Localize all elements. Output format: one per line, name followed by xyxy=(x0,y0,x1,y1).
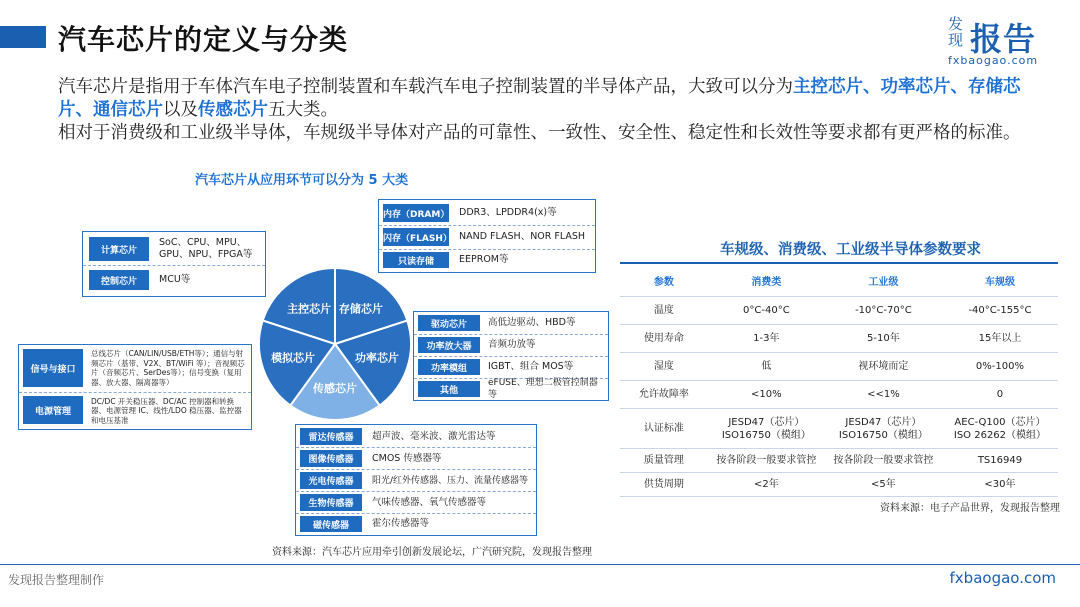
tag-control-chip: 控制芯片 xyxy=(89,270,149,290)
power-chip-box xyxy=(413,311,609,401)
row-param-cell: 允许故障率 xyxy=(620,381,708,409)
footer-divider xyxy=(0,564,1080,565)
row-param-cell: 供货周期 xyxy=(620,473,708,497)
row-param-cell: 使用寿命 xyxy=(620,325,708,353)
desc-rom: EEPROM等 xyxy=(459,254,509,265)
desc-power-amplifier: 音频功放等 xyxy=(488,339,536,350)
row-value-cell: AEC-Q100（芯片） ISO 26262（模组） xyxy=(942,409,1058,449)
pie-label: 主控芯片 xyxy=(287,302,332,316)
desc-image-sensor: CMOS 传感器等 xyxy=(372,452,442,464)
table-row xyxy=(620,353,1058,381)
row-value-cell: 15年以上 xyxy=(942,325,1058,353)
highlight-main-power: 主控芯片、功率芯片、 xyxy=(793,77,968,97)
desc-other: eFUSE、理想二极管控制器等 xyxy=(488,378,598,400)
row-value-cell: 低 xyxy=(708,353,825,381)
row-value-cell: 1-3年 xyxy=(708,325,825,353)
header-automotive: 车规级 xyxy=(942,263,1058,297)
tag-flash: 闪存（FLASH） xyxy=(383,228,449,246)
desc-photo-sensor: 阳光/红外传感器、压力、流量传感器等 xyxy=(372,475,529,486)
footer-left-text: 发现报告整理制作 xyxy=(8,573,105,587)
row-value-cell: <10% xyxy=(708,381,825,409)
row-value-cell: 0 xyxy=(942,381,1058,409)
desc-dram: DDR3、LPDDR4(x)等 xyxy=(459,207,557,218)
row-value-cell: 按各阶段一般要求管控 xyxy=(708,449,825,473)
row-value-cell: 0°C-40°C xyxy=(708,297,825,325)
row-value-cell: <<1% xyxy=(825,381,942,409)
row-value-cell: -40°C-155°C xyxy=(942,297,1058,325)
tag-compute-chip: 计算芯片 xyxy=(89,237,149,261)
row-param-cell: 认证标准 xyxy=(620,409,708,449)
diagram-subtitle: 汽车芯片从应用环节可以分为 5 大类 xyxy=(195,173,409,188)
tag-power-amplifier: 功率放大器 xyxy=(418,337,480,353)
desc-bio-sensor: 气味传感器、氧气传感器等 xyxy=(372,496,487,508)
desc-control-chip: MCU等 xyxy=(159,274,191,285)
header-industrial: 工业级 xyxy=(825,263,942,297)
highlight-storage-comm: 存储芯片、通信芯片 xyxy=(58,77,1021,120)
pie-label: 功率芯片 xyxy=(354,351,399,365)
pie-label: 传感芯片 xyxy=(313,382,357,396)
desc-flash: NAND FLASH、NOR FLASH xyxy=(459,231,586,242)
row-value-cell: -10°C-70°C xyxy=(825,297,942,325)
tag-radar-sensor: 雷达传感器 xyxy=(300,428,362,445)
sensor-chip-box xyxy=(295,424,537,536)
desc-signal-interface: 总线芯片（CAN/LIN/USB/ETH等）；通信与射频芯片（基带、V2X、BT/WiFi 等）；音视频芯片（音频芯片、SerDes等）；信号变换（复用器、放大器、隔离器等） xyxy=(91,349,245,387)
tag-power-management: 电源管理 xyxy=(23,396,83,424)
tag-dram: 内存（DRAM） xyxy=(383,204,449,222)
desc-driver-chip: 高低边驱动、HBD等 xyxy=(488,317,576,328)
header-consumer: 消费类 xyxy=(708,263,825,297)
row-value-cell: <30年 xyxy=(942,473,1058,497)
row-value-cell: 5-10年 xyxy=(825,325,942,353)
tag-other: 其他 xyxy=(418,381,480,397)
tag-bio-sensor: 生物传感器 xyxy=(300,494,362,511)
storage-chip-box xyxy=(378,199,596,273)
spec-table xyxy=(620,262,1058,497)
tag-image-sensor: 图像传感器 xyxy=(300,450,362,467)
tag-magnetic-sensor: 磁传感器 xyxy=(300,516,362,532)
desc-magnetic-sensor: 霍尔传感器等 xyxy=(372,518,430,529)
row-param-cell: 质量管理 xyxy=(620,449,708,473)
pie-label: 模拟芯片 xyxy=(271,351,316,365)
main-chip-box xyxy=(82,231,266,297)
intro-text: 汽车芯片是指用于车体汽车电子控制装置和车载汽车电子控制装置的半导体产品，大致可以分为主控芯片、功率芯片、存储芯片、通信芯片以及传感芯片五大类。 相对于消费级和工业级半导体，车规级半导体对产品的可靠性、一致性、安全性、稳定性和长效性等要求都有更严格的标准。 xyxy=(58,77,1021,143)
page-title: 汽车芯片的定义与分类 xyxy=(58,23,349,56)
table-title: 车规级、消费级、工业级半导体参数要求 xyxy=(720,242,981,258)
desc-compute-chip: SoC、CPU、MPU、GPU、NPU、FPGA等 xyxy=(159,237,253,260)
chip-category-pie xyxy=(255,264,415,424)
highlight-sensor: 传感芯片 xyxy=(198,100,268,120)
tag-rom: 只读存储 xyxy=(383,252,449,268)
row-value-cell: JESD47（芯片） ISO16750（模组） xyxy=(825,409,942,449)
footer-link[interactable]: fxbaogao.com xyxy=(949,569,1056,587)
logo-url: fxbaogao.com xyxy=(948,54,1039,67)
tag-driver-chip: 驱动芯片 xyxy=(418,315,480,331)
header-param: 参数 xyxy=(620,263,708,297)
tag-power-module: 功率模组 xyxy=(418,359,480,375)
table-source: 资料来源：电子产品世界，发现报告整理 xyxy=(880,503,1060,514)
table-row xyxy=(620,297,1058,325)
row-value-cell: <5年 xyxy=(825,473,942,497)
table-header-row xyxy=(620,263,1058,297)
table-row xyxy=(620,325,1058,353)
pie-label: 存储芯片 xyxy=(338,302,383,316)
row-value-cell: 视环境而定 xyxy=(825,353,942,381)
logo-small-text: 发 现 xyxy=(948,15,964,49)
desc-radar-sensor: 超声波、毫米波、激光雷达等 xyxy=(372,430,496,442)
row-value-cell: <2年 xyxy=(708,473,825,497)
desc-power-management: DC/DC 开关稳压器、DC/AC 控制器和转换器、电源管理 IC、线性/LDO 稳压器、监控器和电压基准 xyxy=(91,396,242,425)
logo-main-text: 报告 xyxy=(970,20,1037,58)
table-row xyxy=(620,449,1058,473)
table-row xyxy=(620,473,1058,497)
row-param-cell: 湿度 xyxy=(620,353,708,381)
row-value-cell: 0%-100% xyxy=(942,353,1058,381)
table-row xyxy=(620,381,1058,409)
brand-logo[interactable] xyxy=(948,12,1056,68)
intro-para2: 相对于消费级和工业级半导体，车规级半导体对产品的可靠性、一致性、安全性、稳定性和长效性等要求都有更严格的标准。 xyxy=(58,123,1021,143)
tag-photo-sensor: 光电传感器 xyxy=(300,472,362,489)
row-value-cell: 按各阶段一般要求管控 xyxy=(825,449,942,473)
row-value-cell: TS16949 xyxy=(942,449,1058,473)
title-accent-bar xyxy=(0,26,46,48)
tag-signal-interface: 信号与接口 xyxy=(23,349,83,387)
desc-power-module: IGBT、组合 MOS等 xyxy=(488,361,574,372)
analog-chip-box xyxy=(18,344,252,430)
diagram-source: 资料来源：汽车芯片应用牵引创新发展论坛，广汽研究院，发现报告整理 xyxy=(272,547,592,558)
table-row xyxy=(620,409,1058,449)
row-value-cell: JESD47（芯片） ISO16750（模组） xyxy=(708,409,825,449)
row-param-cell: 温度 xyxy=(620,297,708,325)
